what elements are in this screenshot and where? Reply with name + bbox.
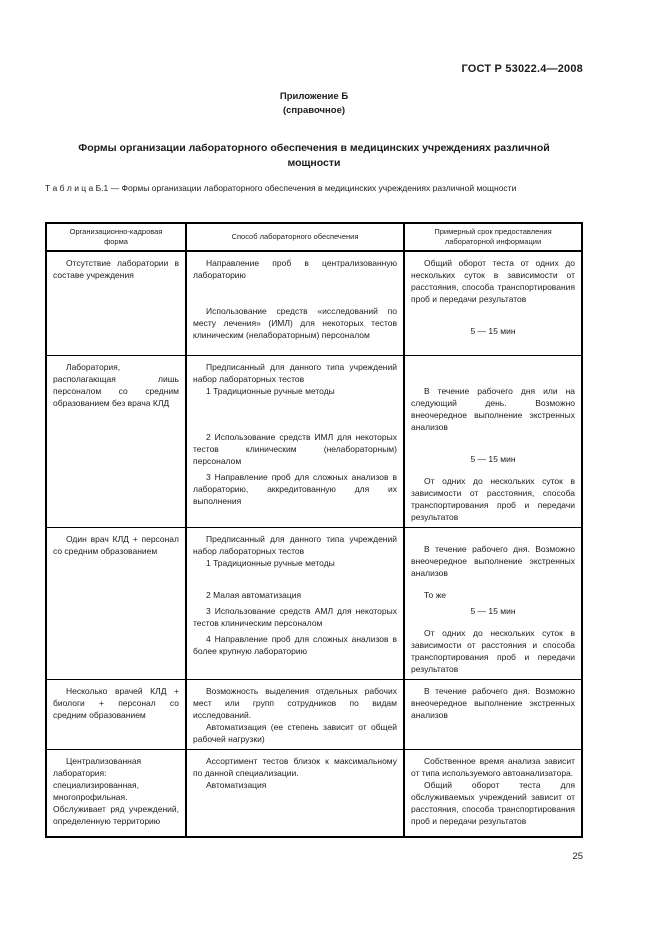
method-paragraph: Использование средств «исследований по месту лечения» (ИМЛ) для некоторых тестов клиническим (нелабораторным) персоналом (193, 306, 397, 340)
form-cell (47, 680, 187, 749)
method-cell (187, 750, 405, 836)
table-header-row (47, 224, 581, 250)
table-body (47, 250, 581, 836)
method-paragraph: 1 Традиционные ручные методы (206, 558, 335, 568)
lab-forms-table (45, 222, 583, 838)
method-paragraph: 2 Малая автоматизация (206, 590, 302, 600)
method-cell (187, 680, 405, 749)
appendix-label: Приложение Б (279, 91, 349, 102)
term-paragraph: 5 — 15 мин (470, 326, 516, 336)
doc-number: ГОСТ Р 53022.4—2008 (461, 63, 583, 75)
document-title: Формы организации лабораторного обеспечения в медицинских учреждениях различной мощности (78, 142, 550, 169)
term-paragraph: То же (424, 590, 447, 600)
form-text: Централизованная лаборатория: специализированная, многопрофильная. Обслуживает ряд учреждений, определенную территорию (53, 756, 179, 826)
term-cell (405, 528, 581, 679)
table-row (47, 679, 581, 749)
method-paragraph: Автоматизация (ее степень зависит от общей рабочей нагрузки) (193, 722, 397, 744)
table-row (47, 250, 581, 355)
method-paragraph: 3 Использование средств АМЛ для некоторых тестов клиническим персоналом (193, 606, 397, 628)
table-row (47, 749, 581, 836)
method-paragraph: 2 Использование средств ИМЛ для некоторых тестов клиническим (нелабораторным) персоналом (193, 432, 397, 466)
term-paragraph: От одних до нескольких суток в зависимости от расстояния, способа транспортирования проб и передачи результатов (411, 476, 575, 522)
method-paragraph: Предписанный для данного типа учреждений набор лабораторных тестов (193, 362, 397, 384)
term-cell (405, 680, 581, 749)
form-text: Лаборатория, располагающая лишь персоналом со средним образованием без врача КЛД (53, 362, 179, 408)
table-row (47, 527, 581, 679)
term-paragraph: В течение рабочего дня или на следующий день. Возможно внеочередное выполнение экстренных анализов (411, 386, 575, 432)
term-cell (405, 356, 581, 527)
document-title-wrap (45, 141, 583, 171)
form-cell (47, 356, 187, 527)
term-paragraph: Собственное время анализа зависит от типа используемого автоанализатора. (411, 756, 575, 778)
form-cell (47, 528, 187, 679)
method-cell (187, 528, 405, 679)
term-paragraph: 5 — 15 мин (470, 454, 516, 464)
term-paragraph: 5 — 15 мин (470, 606, 516, 616)
method-paragraph: Предписанный для данного типа учреждений набор лабораторных тестов (193, 534, 397, 556)
method-paragraph: Направление проб в централизованную лабораторию (193, 258, 397, 280)
table-caption: Т а б л и ц а Б.1 — Формы организации лабораторного обеспечения в медицинских учреждениях различной мощности (45, 183, 517, 193)
method-cell (187, 356, 405, 527)
term-cell (405, 750, 581, 836)
method-paragraph: Возможность выделения отдельных рабочих мест или групп сотрудников по видам исследований. (193, 686, 397, 720)
form-text: Отсутствие лаборатории в составе учреждения (53, 258, 179, 280)
column-header-form: Организационно-кадровая форма (47, 224, 187, 250)
method-paragraph: 4 Направление проб для сложных анализов в более крупную лабораторию (193, 634, 397, 656)
method-paragraph: Автоматизация (206, 780, 267, 790)
form-cell (47, 750, 187, 836)
term-paragraph: Общий оборот теста от одних до нескольких суток в зависимости от расстояния, способа транспортирования проб и передачи результатов (411, 258, 575, 304)
term-paragraph: Общий оборот теста для обслуживаемых учреждений зависит от расстояния, способа транспортирования проб и передачи результатов (411, 780, 575, 826)
method-paragraph: 1 Традиционные ручные методы (206, 386, 335, 396)
term-paragraph: В течение рабочего дня. Возможно внеочередное выполнение экстренных анализов (411, 544, 575, 578)
column-header-term: Примерный срок предоставления лабораторной информации (434, 227, 552, 246)
form-text: Несколько врачей КЛД + биологи + персонал со средним образованием (53, 686, 179, 720)
method-paragraph: 3 Направление проб для сложных анализов в лабораторию, аккредитованную для их выполнения (193, 472, 397, 506)
term-paragraph: В течение рабочего дня. Возможно внеочередное выполнение экстренных анализов (411, 686, 575, 720)
form-text: Один врач КЛД + персонал со средним образованием (53, 534, 179, 556)
form-cell (47, 252, 187, 355)
appendix-note: (справочное) (282, 105, 346, 116)
page-number: 25 (572, 851, 583, 862)
term-paragraph: От одних до нескольких суток в зависимости от расстояния и способа транспортирования проб и передачи результатов (411, 628, 575, 674)
term-cell (405, 252, 581, 355)
column-header-method: Способ лабораторного обеспечения (187, 224, 405, 250)
method-cell (187, 252, 405, 355)
method-paragraph: Ассортимент тестов близок к максимальному по данной специализации. (193, 756, 397, 778)
table-row (47, 355, 581, 527)
